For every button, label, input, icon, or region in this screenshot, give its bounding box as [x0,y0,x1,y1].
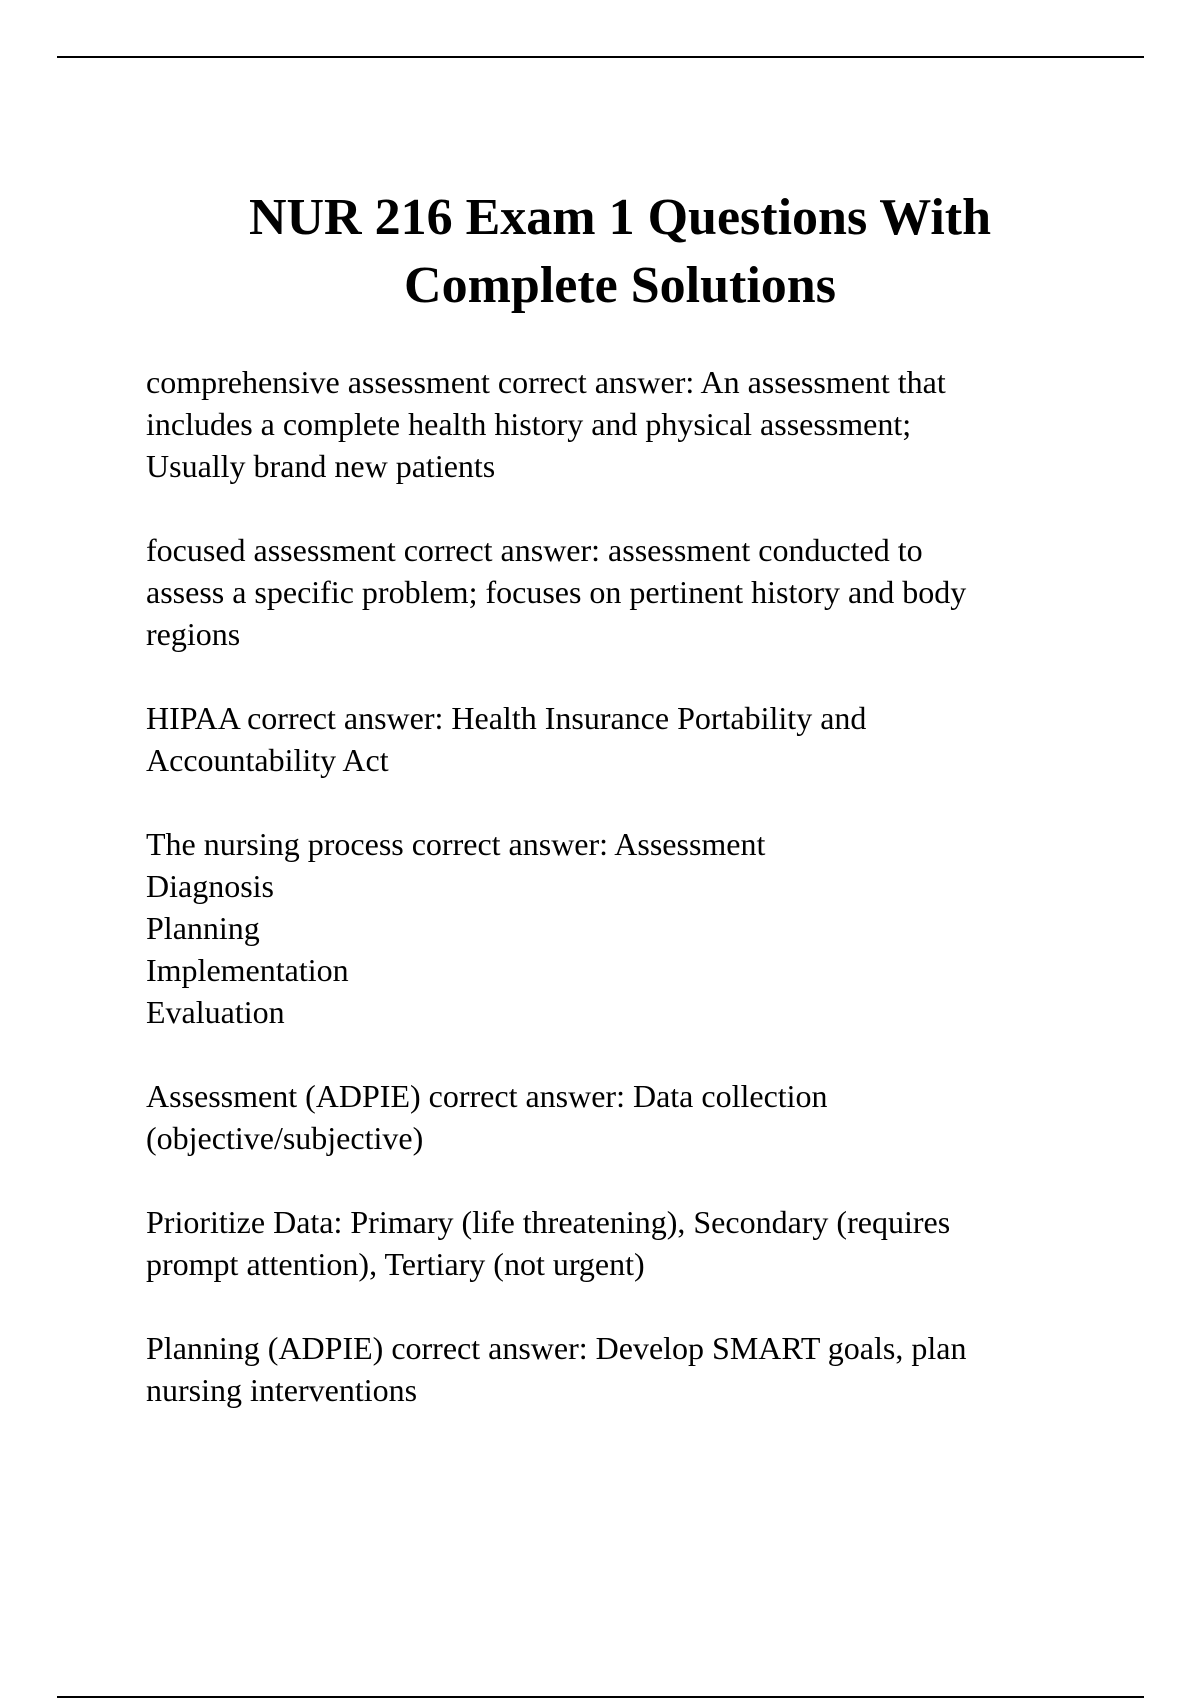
entry-line: regions [146,616,241,652]
qa-entry-assessment-adpie [146,1075,1126,1159]
title-line-2: Complete Solutions [404,257,836,314]
top-rule [57,56,1144,58]
entry-line: Planning (ADPIE) correct answer: Develop SMART goals, plan [146,1330,967,1366]
entry-line: Usually brand new patients [146,448,496,484]
entry-line: Evaluation [146,994,285,1030]
qa-entry-planning-adpie [146,1327,1126,1411]
qa-entry-comprehensive-assessment [146,361,1126,487]
entry-line: Implementation [146,952,349,988]
entry-line: comprehensive assessment correct answer: An assessment that [146,364,946,400]
qa-entry-hipaa [146,697,1126,781]
title-line-1: NUR 216 Exam 1 Questions With [248,189,992,246]
entry-line: assess a specific problem; focuses on pertinent history and body [146,574,967,610]
qa-entry-nursing-process [146,823,1126,1033]
document-body [146,361,1126,1453]
entry-line: (objective/subjective) [146,1120,424,1156]
entry-line: Planning [146,910,260,946]
document-title [100,184,1140,320]
entry-line: Assessment (ADPIE) correct answer: Data collection [146,1078,828,1114]
entry-line: nursing interventions [146,1372,418,1408]
entry-line: Prioritize Data: Primary (life threatening), Secondary (requires [146,1204,951,1240]
qa-entry-focused-assessment [146,529,1126,655]
entry-line: Accountability Act [146,742,389,778]
bottom-rule [57,1696,1144,1698]
entry-line: Diagnosis [146,868,274,904]
entry-line: includes a complete health history and physical assessment; [146,406,912,442]
qa-entry-prioritize-data [146,1201,1126,1285]
entry-line: prompt attention), Tertiary (not urgent) [146,1246,645,1282]
entry-line: HIPAA correct answer: Health Insurance Portability and [146,700,867,736]
entry-line: focused assessment correct answer: assessment conducted to [146,532,923,568]
entry-line: The nursing process correct answer: Assessment [146,826,766,862]
